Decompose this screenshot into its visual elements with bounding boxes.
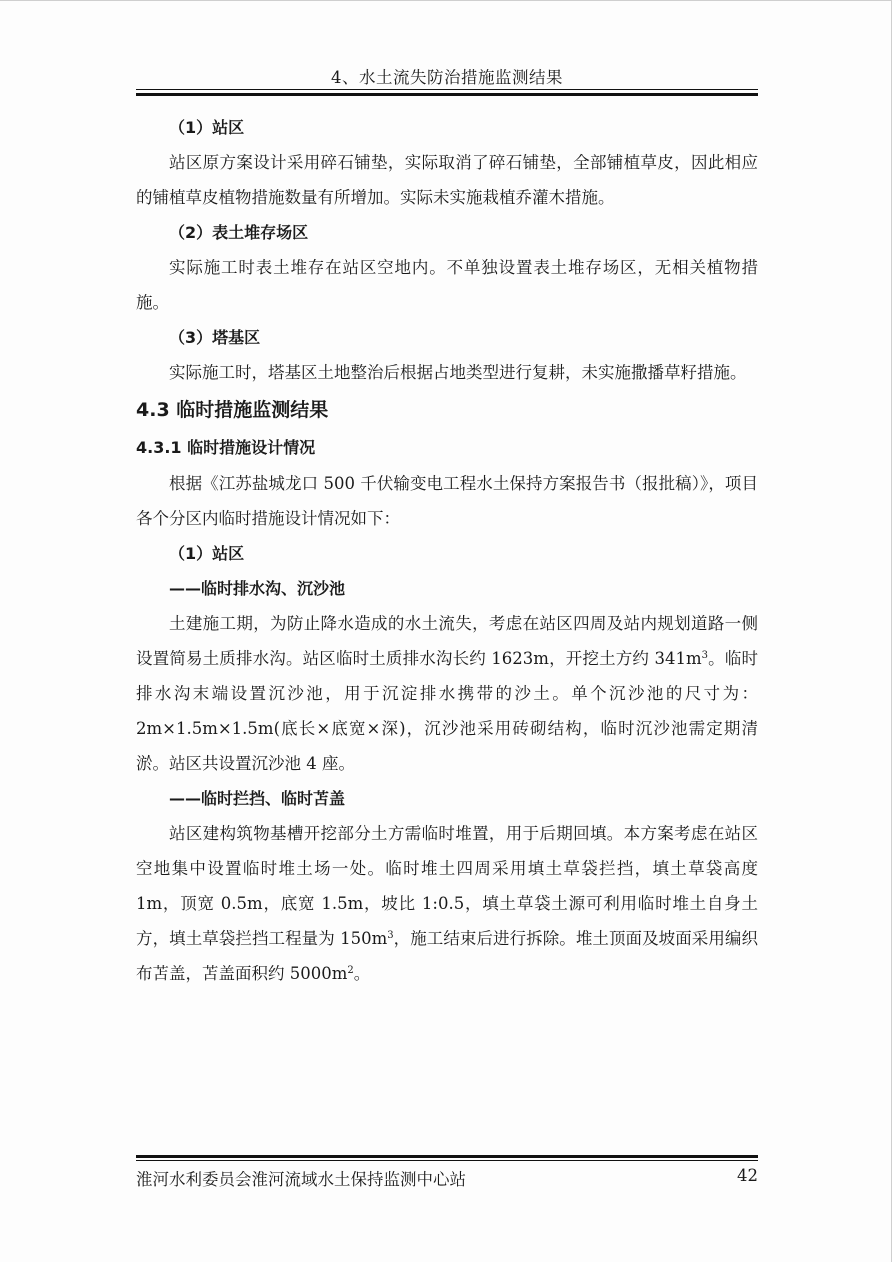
cubic-superscript: 3 [701, 650, 708, 661]
footer-rule-thin [136, 1160, 758, 1161]
topsoil-paragraph: 实际施工时表土堆存在站区空地内。不单独设置表土堆存场区，无相关植物措施。 [136, 258, 758, 312]
barrier-paragraph [136, 816, 758, 991]
header-rule-thick [136, 93, 758, 96]
page-footer [136, 1166, 758, 1190]
page-body [136, 110, 758, 991]
tower-paragraph: 实际施工时，塔基区土地整治后根据占地类型进行复耕，未实施撒播草籽措施。 [169, 363, 747, 382]
topsoil-heading: （2）表土堆存场区 [169, 223, 309, 242]
barrier-text-part-2: ，施工结束后进行拆除。堆土顶面及坡面采用编织布苫盖，苫盖面积约 5000m [136, 929, 758, 983]
header-rule-thin [136, 89, 758, 90]
barrier-heading: ——临时拦挡、临时苫盖 [169, 789, 346, 808]
intro-paragraph: 根据《江苏盐城龙口 500 千伏输变电工程水土保持方案报告书（报批稿）》，项目各个分区内临时措施设计情况如下： [136, 474, 758, 528]
drainage-paragraph [136, 606, 758, 781]
barrier-text-part-1: 站区建构筑物基槽开挖部分土方需临时堆置，用于后期回填。本方案考虑在站区空地集中设置临时堆土场一处。临时堆土四周采用填土草袋拦挡，填土草袋高度 1m，顶宽 0.5m，底宽 1.5m，坡比 1:0.5，填土草袋土源可利用临时堆土自身土方，填土草袋拦挡工程量为 150m [136, 824, 758, 948]
page-header-title: 4、水土流失防治措施监测结果 [331, 68, 563, 87]
section-heading-4-3: 4.3 临时措施监测结果 [136, 399, 329, 421]
temp-station-heading: （1）站区 [169, 544, 245, 563]
page-number: 42 [737, 1166, 758, 1185]
square-superscript: 2 [347, 965, 354, 976]
footer-rule-thick [136, 1155, 758, 1158]
station-heading: （1）站区 [169, 118, 245, 137]
drainage-text-part-1: 土建施工期，为防止降水造成的水土流失，考虑在站区四周及站内规划道路一侧设置简易土质排水沟。站区临时土质排水沟长约 1623m，开挖土方约 341m [136, 614, 758, 668]
drainage-text-part-2: 。临时排水沟末端设置沉沙池，用于沉淀排水携带的沙土。单个沉沙池的尺寸为：2m×1.5m×1.5m(底长×底宽×深)，沉沙池采用砖砌结构，临时沉沙池需定期清淤。站区共设置沉沙池 4 座。 [136, 649, 758, 773]
subsection-heading-4-3-1: 4.3.1 临时措施设计情况 [136, 438, 316, 457]
barrier-text-part-3: 。 [353, 964, 371, 983]
cubic-superscript-2: 3 [387, 930, 394, 941]
station-paragraph: 站区原方案设计采用碎石铺垫，实际取消了碎石铺垫，全部铺植草皮，因此相应的铺植草皮植物措施数量有所增加。实际未实施栽植乔灌木措施。 [136, 153, 758, 207]
footer-organization: 淮河水利委员会淮河流域水土保持监测中心站 [136, 1170, 466, 1189]
tower-heading: （3）塔基区 [169, 328, 261, 347]
drainage-heading: ——临时排水沟、沉沙池 [169, 579, 346, 598]
